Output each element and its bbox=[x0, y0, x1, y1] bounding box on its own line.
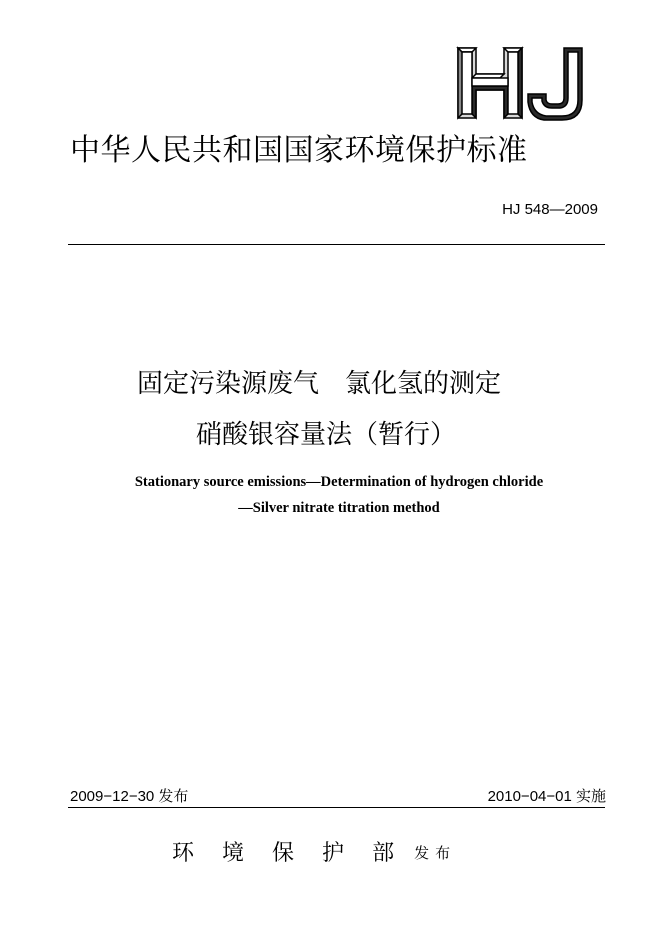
implementation-date: 2010−04−01 实施 bbox=[487, 788, 606, 805]
english-title-line-1: Stationary source emissions—Determination of hydrogen chloride bbox=[134, 474, 544, 490]
issuer-char: 环 bbox=[172, 841, 195, 866]
issuer-char: 部 bbox=[372, 841, 395, 866]
chinese-title-line-1: 固定污染源废气 氯化氢的测定 bbox=[137, 369, 502, 399]
issue-date: 2009−12−30 发布 bbox=[70, 788, 189, 805]
hj-logo bbox=[452, 44, 592, 122]
issuer-suffix: 发布 bbox=[414, 844, 457, 862]
header-divider bbox=[68, 244, 605, 245]
issuer-char: 保 bbox=[272, 841, 295, 866]
english-title-line-2: —Silver nitrate titration method bbox=[238, 500, 440, 516]
logo-letter-j bbox=[528, 48, 582, 120]
standard-type-title: 中华人民共和国国家环境保护标准 bbox=[70, 133, 528, 168]
chinese-title-line-2: 硝酸银容量法（暂行） bbox=[196, 420, 457, 450]
issuer-char: 境 bbox=[222, 841, 245, 866]
standard-code: HJ 548—2009 bbox=[502, 201, 598, 218]
issuing-authority bbox=[172, 836, 456, 867]
footer-divider bbox=[68, 807, 605, 808]
logo-letter-h bbox=[458, 48, 522, 118]
issuer-char: 护 bbox=[322, 841, 345, 866]
